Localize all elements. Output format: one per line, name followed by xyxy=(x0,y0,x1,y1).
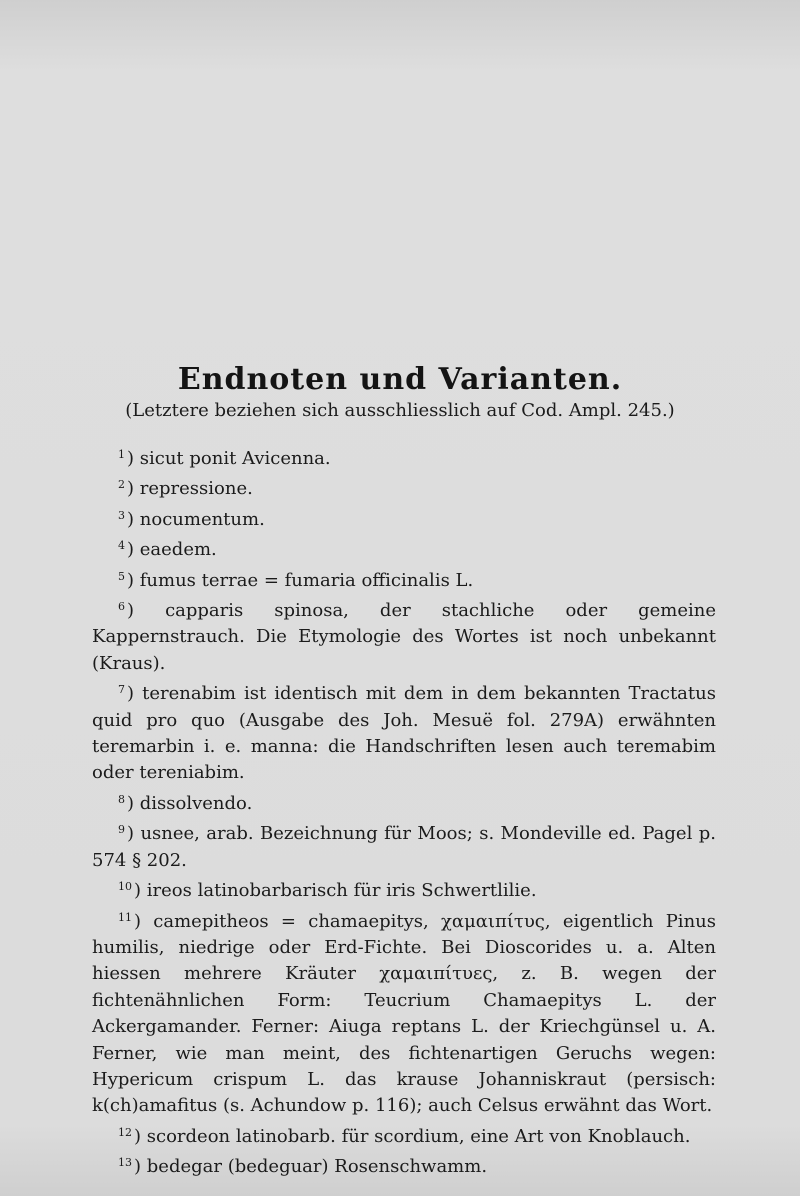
endnote-number: 11 xyxy=(118,910,132,924)
endnote-number: 1 xyxy=(118,448,125,461)
endnote-text: dissolvendo. xyxy=(139,792,253,814)
endnote: $^{13}$ ) bedegar (bedeguar) Rosenschwamm. xyxy=(118,1156,488,1178)
endnote-number: 4 xyxy=(118,539,125,553)
endnote-text: terenabim ist identisch mit dem in dem bekannten Tractatus quid pro quo (Ausgabe des Joh. Mesuë fol. 279A) erwähnten teremarbin i. e. manna: die Handschriften lesen auch teremabim oder tereniabim. xyxy=(92,683,716,784)
endnote-text: repressione. xyxy=(139,478,253,500)
endnote-number: 3 xyxy=(118,508,125,522)
endnote-number: 13 xyxy=(118,1156,132,1170)
endnote-text: capparis spinosa, der stachliche oder gemeine Kappernstrauch. Die Etymologie des Wortes ist noch unbekannt (Kraus). xyxy=(92,600,716,674)
endnote-text: scordeon latinobarb. für scordium, eine Art von Knoblauch. xyxy=(146,1125,691,1147)
endnote: $^{11}$ ) camepitheos = chamaepitys, χαμαιπίτυς, eigentlich Pinus humilis, niedrige oder Erd-Fichte. Bei Dioscorides u. a. Alten hiessen mehrere Kräuter χαμαιπίτυες, z. B. wegen der fichtenähnlichen Form: Teucrium Chamaepitys L. der Ackergamander. Ferner: Aiuga reptans L. der Kriechgünsel u. A. Ferner, wie man meint, des fichtenartigen Geruchs wegen: Hypericum crispum L. das krause Johanniskraut (persisch: k(ch)amafitus (s. Achundow p. 116); auch Celsus erwähnt das Wort. xyxy=(92,910,716,1117)
endnote-number: 6 xyxy=(118,600,125,614)
endnote-text: sicut ponit Avicenna. xyxy=(139,448,331,469)
endnote-number: 8 xyxy=(118,792,125,806)
endnote: $^4$ ) eaedem. xyxy=(118,539,217,561)
endnotes-list xyxy=(92,442,716,1181)
endnote-number: 10 xyxy=(118,880,132,894)
endnote-text: ireos latinobarbarisch für iris Schwertlilie. xyxy=(146,880,537,902)
endnote: $^1$ ) sicut ponit Avicenna. xyxy=(118,448,331,469)
endnote: $^3$ ) nocumentum. xyxy=(118,508,265,530)
endnote-text: nocumentum. xyxy=(139,508,265,530)
endnote-number: 12 xyxy=(118,1125,132,1139)
endnote: $^{12}$ ) scordeon latinobarb. für scordium, eine Art von Knoblauch. xyxy=(118,1125,691,1147)
endnote: $^2$ ) repressione. xyxy=(118,478,253,500)
endnote: $^7$ ) terenabim ist identisch mit dem in dem bekannten Tractatus quid pro quo (Ausgabe des Joh. Mesuë fol. 279A) erwähnten teremarbin i. e. manna: die Handschriften lesen auch teremabim oder tereniabim. xyxy=(92,683,716,784)
endnote-text: bedegar (bedeguar) Rosenschwamm. xyxy=(146,1156,488,1178)
endnote-number: 7 xyxy=(118,683,125,697)
page-title: Endnoten und Varianten. xyxy=(177,362,623,397)
endnote: $^8$ ) dissolvendo. xyxy=(118,792,253,814)
endnote-text: fumus terrae = fumaria officinalis L. xyxy=(139,569,474,591)
endnote: $^9$ ) usnee, arab. Bezeichnung für Moos; s. Mondeville ed. Pagel p. 574 § 202. xyxy=(92,823,716,871)
endnote-number: 5 xyxy=(118,569,125,583)
endnote-text: usnee, arab. Bezeichnung für Moos; s. Mondeville ed. Pagel p. 574 § 202. xyxy=(92,823,716,871)
endnote: $^{10}$ ) ireos latinobarbarisch für iris Schwertlilie. xyxy=(118,880,537,902)
endnote-number: 9 xyxy=(118,823,125,837)
endnote-number: 2 xyxy=(118,478,125,492)
endnote-text: camepitheos = chamaepitys, χαμαιπίτυς, eigentlich Pinus humilis, niedrige oder Erd-Fichte. Bei Dioscorides u. a. Alten hiessen mehrere Kräuter χαμαιπίτυες, z. B. wegen der fichtenähnlichen Form: Teucrium Chamaepitys L. der Ackergamander. Ferner: Aiuga reptans L. der Kriechgünsel u. A. Ferner, wie man meint, des fichtenartigen Geruchs wegen: Hypericum crispum L. das krause Johanniskraut (persisch: k(ch)amafitus (s. Achundow p. 116); auch Celsus erwähnt das Wort. xyxy=(92,910,716,1117)
endnote: $^5$ ) fumus terrae = fumaria officinalis L. xyxy=(118,569,474,591)
endnote-text: eaedem. xyxy=(139,539,217,561)
endnote: $^6$ ) capparis spinosa, der stachliche oder gemeine Kappernstrauch. Die Etymologie des Wortes ist noch unbekannt (Kraus). xyxy=(92,600,716,674)
page-subtitle: (Letztere beziehen sich ausschliesslich auf Cod. Ampl. 245.) xyxy=(125,400,675,421)
